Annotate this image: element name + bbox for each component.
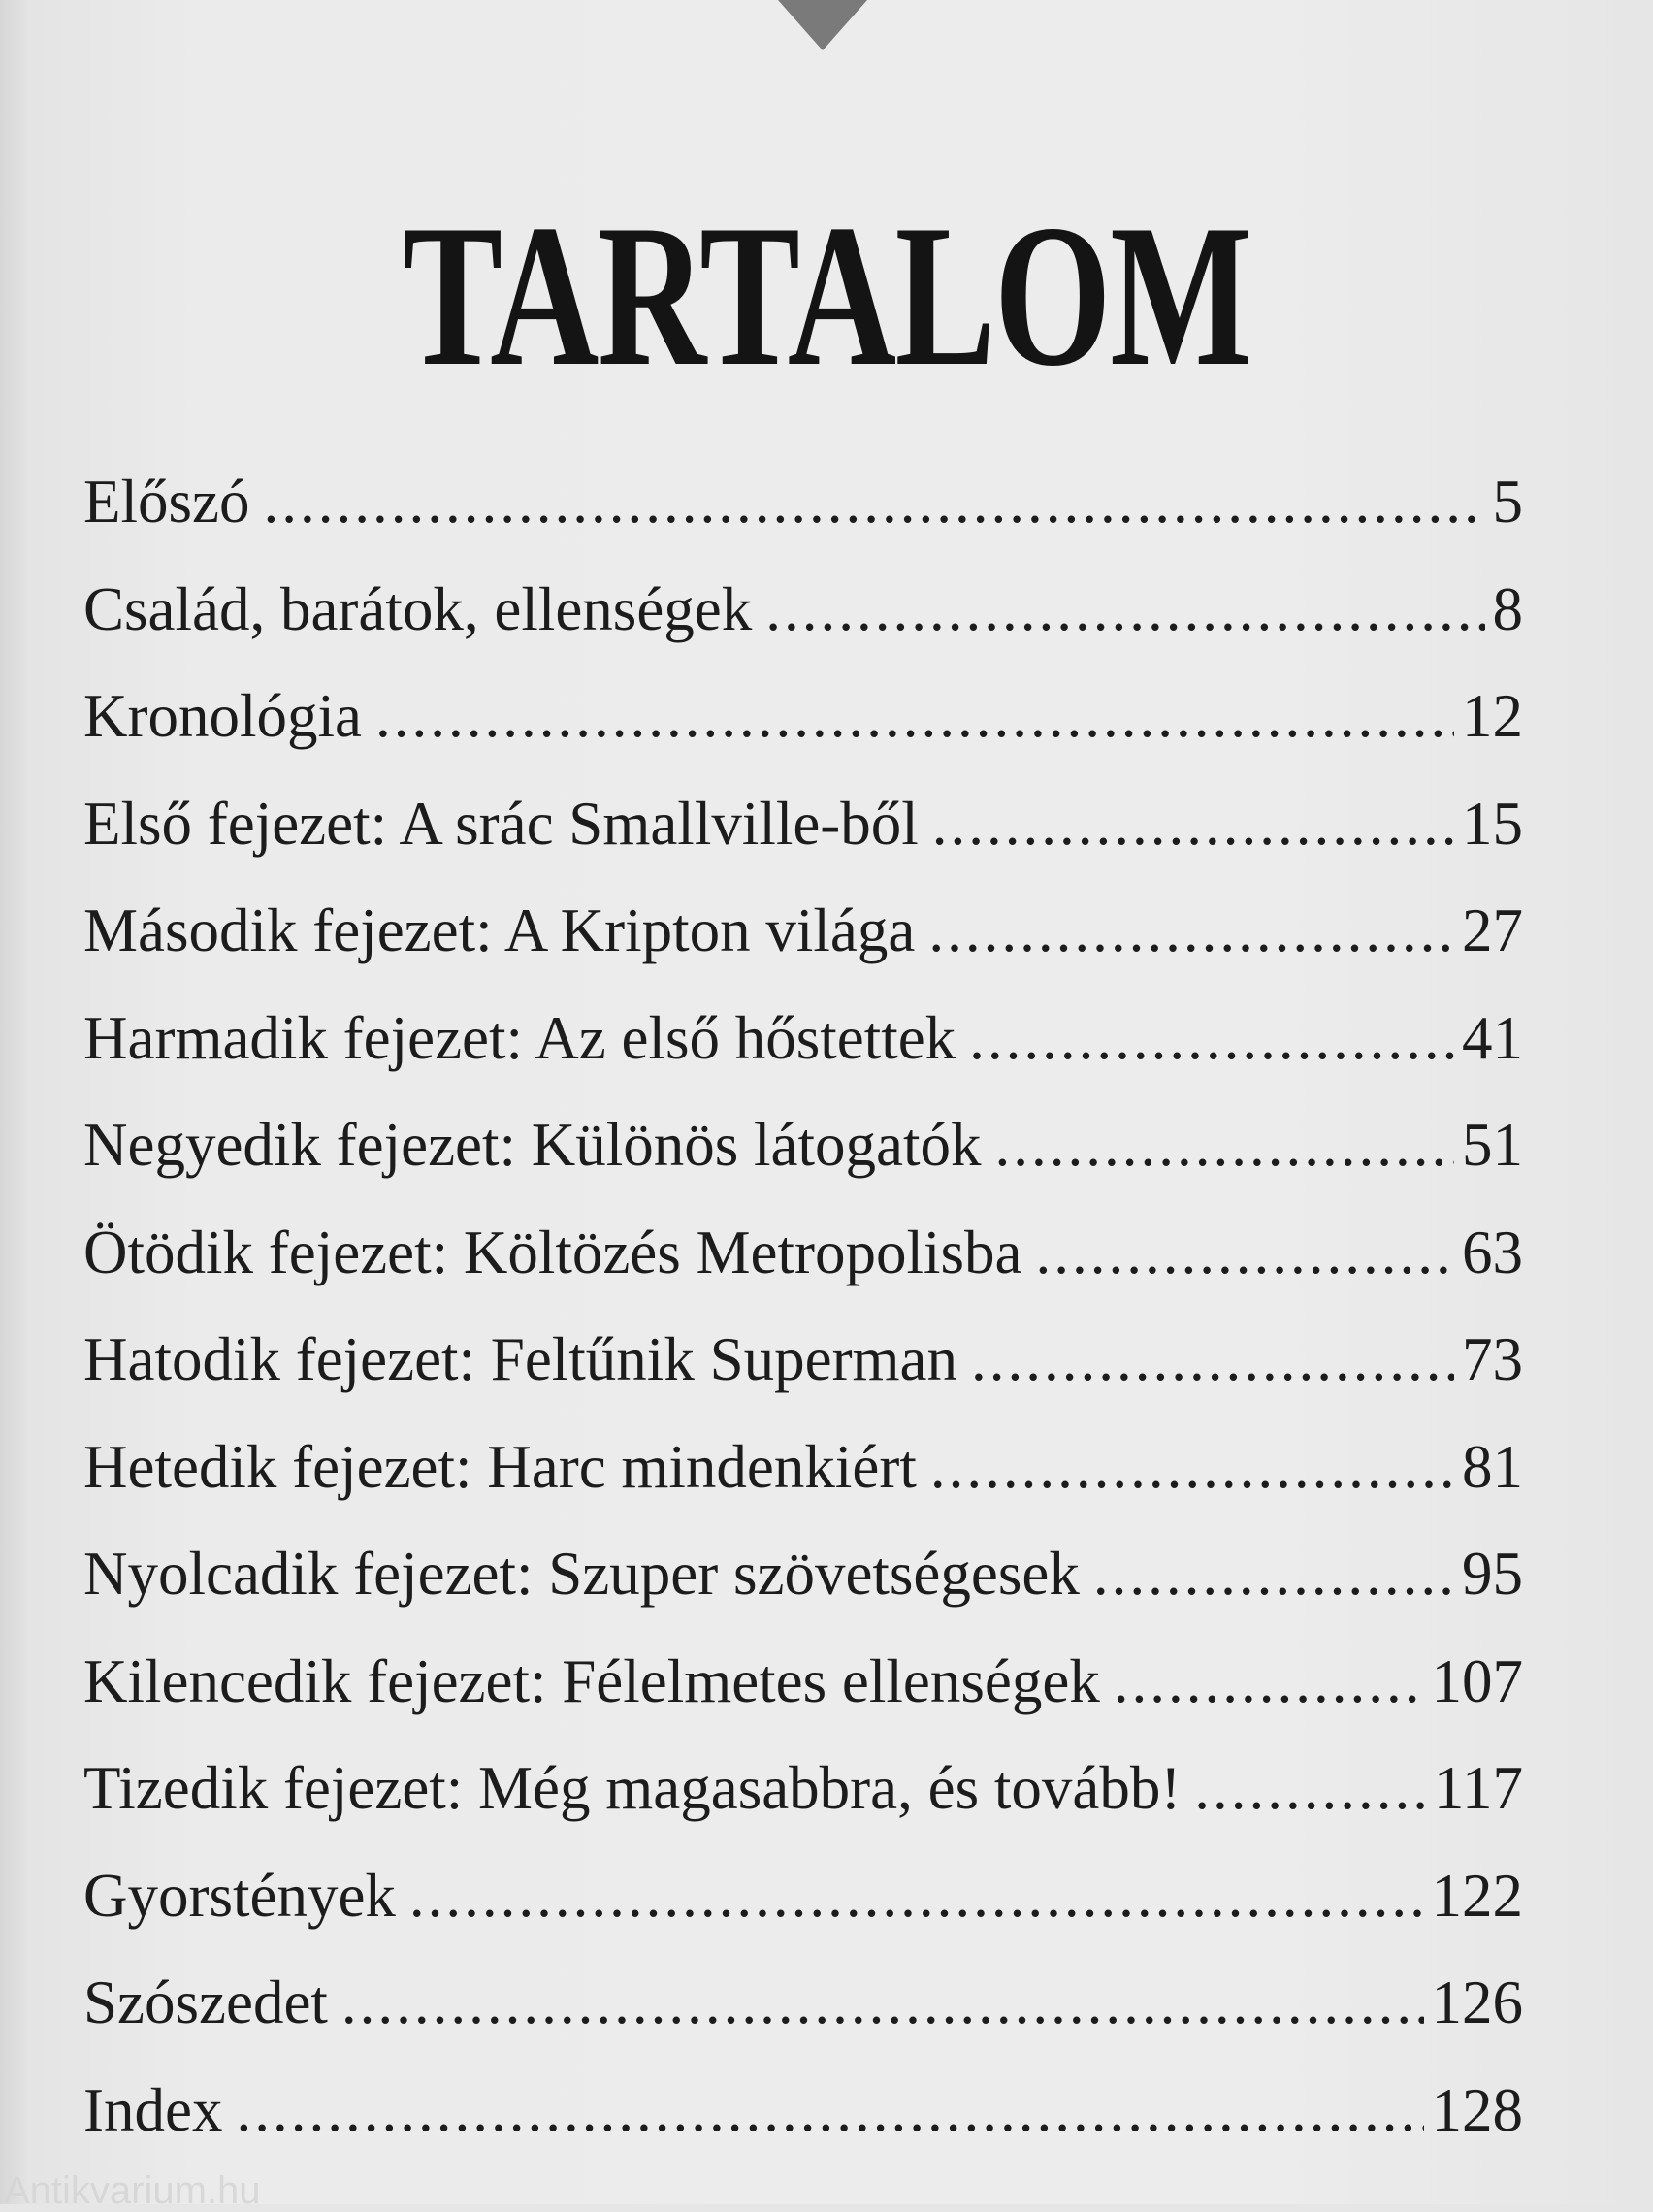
toc-entry-page-number: 126 bbox=[1431, 1968, 1523, 2036]
toc-entry-page-number: 128 bbox=[1431, 2075, 1523, 2144]
dot-leader bbox=[994, 1091, 1454, 1199]
toc-entry-page-number: 8 bbox=[1492, 574, 1523, 643]
toc-entry-label: Szószedet bbox=[83, 1968, 328, 2036]
toc-entry-page-number: 12 bbox=[1462, 682, 1523, 750]
toc-entry-label: Harmadik fejezet: Az első hőstettek bbox=[83, 1003, 956, 1072]
toc-entry bbox=[83, 770, 1523, 878]
toc-entry-label: Kronológia bbox=[83, 682, 362, 750]
dot-leader bbox=[928, 877, 1454, 985]
toc-entry-label: Első fejezet: A srác Smallville-ből bbox=[83, 789, 919, 858]
dot-leader bbox=[236, 2057, 1423, 2164]
triangle-marker-icon bbox=[778, 0, 867, 50]
toc-entry-label: Hetedik fejezet: Harc mindenkiért bbox=[83, 1432, 917, 1501]
dot-leader bbox=[375, 663, 1454, 770]
dot-leader bbox=[341, 1949, 1424, 2057]
toc-entry-page-number: 107 bbox=[1431, 1646, 1523, 1715]
toc-entry bbox=[83, 448, 1523, 556]
dot-leader bbox=[930, 1414, 1454, 1521]
toc-entry-page-number: 122 bbox=[1431, 1861, 1523, 1930]
dot-leader bbox=[765, 556, 1484, 664]
toc-entry bbox=[83, 556, 1523, 664]
toc-entry-label: Ötödik fejezet: Költözés Metropolisba bbox=[83, 1218, 1022, 1286]
toc-entry-label: Nyolcadik fejezet: Szuper szövetségesek bbox=[83, 1540, 1080, 1608]
toc-entry-label: Második fejezet: A Kripton világa bbox=[83, 896, 916, 964]
toc-entry bbox=[83, 2057, 1523, 2164]
toc-entry bbox=[83, 1091, 1523, 1199]
dot-leader bbox=[971, 1306, 1454, 1414]
dot-leader bbox=[969, 985, 1454, 1092]
toc-entry bbox=[83, 1520, 1523, 1628]
table-of-contents bbox=[83, 448, 1523, 2163]
toc-entry-page-number: 15 bbox=[1462, 789, 1523, 858]
toc-entry bbox=[83, 877, 1523, 985]
toc-entry-label: Kilencedik fejezet: Félelmetes ellenségek bbox=[83, 1646, 1100, 1715]
toc-entry-page-number: 117 bbox=[1433, 1754, 1523, 1822]
toc-entry bbox=[83, 985, 1523, 1092]
dot-leader bbox=[1194, 1735, 1426, 1842]
toc-entry-label: Negyedik fejezet: Különös látogatók bbox=[83, 1111, 982, 1179]
toc-entry-label: Hatodik fejezet: Feltűnik Superman bbox=[83, 1325, 958, 1393]
toc-entry-page-number: 41 bbox=[1462, 1003, 1523, 1072]
toc-entry bbox=[83, 1842, 1523, 1950]
toc-entry bbox=[83, 1949, 1523, 2057]
toc-entry-page-number: 73 bbox=[1462, 1325, 1523, 1393]
toc-entry-page-number: 95 bbox=[1462, 1540, 1523, 1608]
toc-entry bbox=[83, 663, 1523, 770]
toc-entry bbox=[83, 1735, 1523, 1842]
toc-entry bbox=[83, 1628, 1523, 1736]
toc-entry-page-number: 81 bbox=[1462, 1432, 1523, 1501]
dot-leader bbox=[1036, 1199, 1455, 1307]
page-title: TARTALOM bbox=[402, 182, 1251, 408]
toc-entry bbox=[83, 1414, 1523, 1521]
dot-leader bbox=[409, 1842, 1424, 1950]
toc-entry-page-number: 27 bbox=[1462, 896, 1523, 964]
toc-entry bbox=[83, 1199, 1523, 1307]
toc-entry bbox=[83, 1306, 1523, 1414]
toc-entry-label: Család, barátok, ellenségek bbox=[83, 574, 753, 643]
toc-entry-page-number: 5 bbox=[1492, 468, 1523, 536]
toc-entry-label: Tizedik fejezet: Még magasabbra, és tovább! bbox=[83, 1754, 1182, 1822]
dot-leader bbox=[263, 448, 1484, 556]
toc-entry-page-number: 63 bbox=[1462, 1218, 1523, 1286]
dot-leader bbox=[1093, 1520, 1454, 1628]
watermark: Antikvarium.hu bbox=[4, 2169, 261, 2212]
toc-entry-page-number: 51 bbox=[1462, 1111, 1523, 1179]
toc-entry-label: Index bbox=[83, 2075, 223, 2144]
toc-entry-label: Gyorstények bbox=[83, 1861, 396, 1930]
dot-leader bbox=[1114, 1628, 1424, 1736]
toc-entry-label: Előszó bbox=[83, 468, 250, 536]
dot-leader bbox=[932, 770, 1454, 878]
